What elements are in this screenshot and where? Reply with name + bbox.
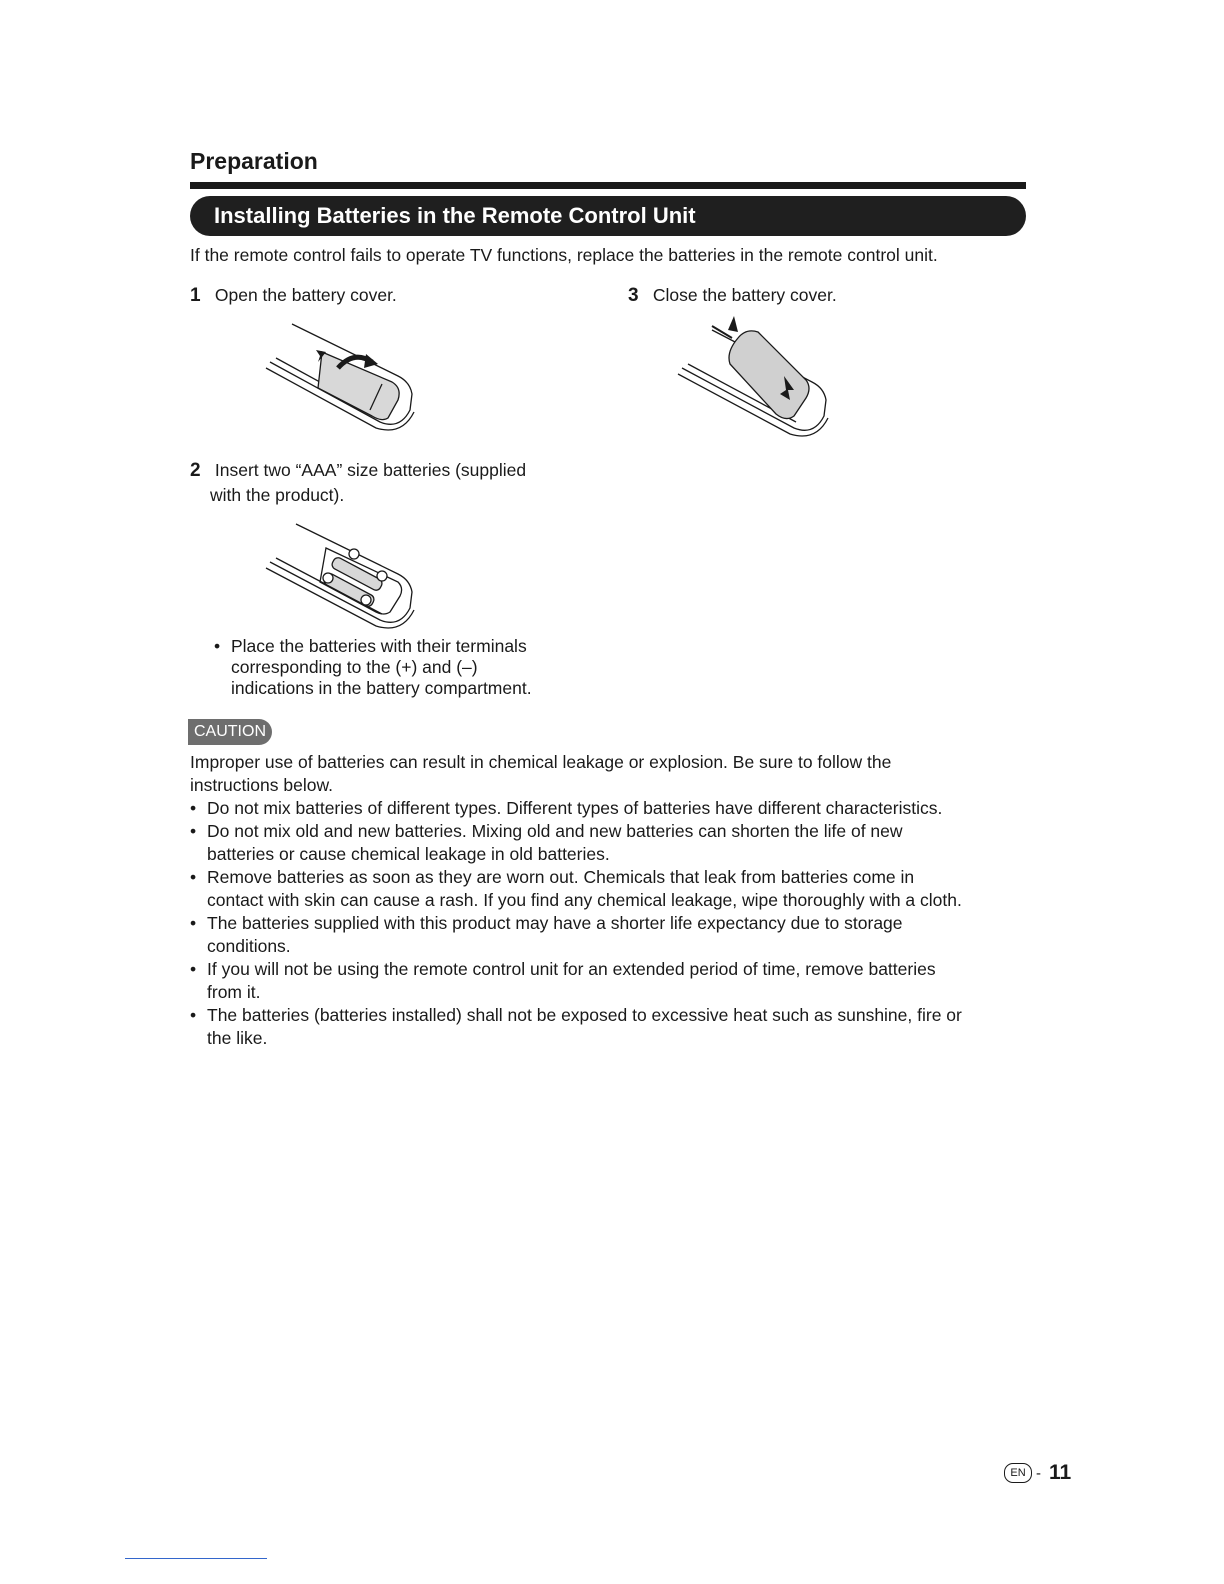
step-number: 2 bbox=[190, 460, 201, 481]
item-line: from it. bbox=[207, 982, 261, 1002]
bottom-divider bbox=[125, 1558, 267, 1559]
step-text-line2: with the product). bbox=[210, 485, 345, 505]
bullet-dot: • bbox=[190, 867, 197, 887]
item-line: batteries or cause chemical leakage in old batteries. bbox=[207, 844, 610, 864]
bullet-dot: • bbox=[214, 636, 221, 656]
page-number: 11 bbox=[1049, 1461, 1072, 1484]
note-line: indications in the battery compartment. bbox=[231, 678, 532, 698]
list-item bbox=[190, 1004, 1050, 1050]
remote-insert-batteries-icon bbox=[262, 520, 422, 630]
intro-text: If the remote control fails to operate TV functions, replace the batteries in the remote control unit. bbox=[190, 245, 938, 265]
battery-placement-note bbox=[214, 636, 584, 699]
item-line: If you will not be using the remote control unit for an extended period of time, remove batteries bbox=[207, 959, 936, 979]
caution-intro bbox=[190, 751, 1030, 797]
note-line: Place the batteries with their terminals bbox=[231, 636, 527, 656]
bullet-dot: • bbox=[190, 798, 197, 818]
bullet-dot: • bbox=[190, 959, 197, 979]
list-item bbox=[190, 958, 1050, 1004]
step-1 bbox=[190, 283, 397, 308]
banner-title: Installing Batteries in the Remote Control Unit bbox=[190, 196, 1026, 236]
step-number: 1 bbox=[190, 285, 201, 306]
caution-badge: CAUTION bbox=[188, 719, 272, 745]
item-line: the like. bbox=[207, 1028, 268, 1048]
bullet-dot: • bbox=[190, 913, 197, 933]
step-text-line1: Insert two “AAA” size batteries (supplied bbox=[214, 460, 527, 480]
step-2 bbox=[190, 458, 590, 507]
caution-intro-line: instructions below. bbox=[190, 775, 333, 795]
item-line: The batteries supplied with this product may have a shorter life expectancy due to storage bbox=[207, 913, 903, 933]
list-item bbox=[190, 912, 1050, 958]
step-text: Open the battery cover. bbox=[214, 285, 397, 305]
item-line: conditions. bbox=[207, 936, 291, 956]
item-line: The batteries (batteries installed) shall not be exposed to excessive heat such as sunshine, fire or bbox=[207, 1005, 962, 1025]
item-line: Do not mix batteries of different types. Different types of batteries have different characteristics. bbox=[207, 798, 943, 818]
step-text: Close the battery cover. bbox=[652, 285, 837, 305]
section-rule bbox=[190, 182, 1026, 189]
remote-close-cover-icon bbox=[676, 316, 836, 438]
bullet-dot: • bbox=[190, 821, 197, 841]
remote-open-cover-icon bbox=[262, 322, 422, 432]
step-3 bbox=[628, 283, 837, 308]
step-number: 3 bbox=[628, 285, 639, 306]
item-line: Do not mix old and new batteries. Mixing old and new batteries can shorten the life of new bbox=[207, 821, 903, 841]
language-badge: EN bbox=[1004, 1463, 1032, 1483]
page-footer bbox=[1004, 1461, 1071, 1485]
footer-separator: - bbox=[1036, 1464, 1041, 1482]
item-line: Remove batteries as soon as they are worn out. Chemicals that leak from batteries come in bbox=[207, 867, 915, 887]
caution-intro-line: Improper use of batteries can result in chemical leakage or explosion. Be sure to follow the bbox=[190, 752, 892, 772]
list-item bbox=[190, 866, 1050, 912]
item-line: contact with skin can cause a rash. If you find any chemical leakage, wipe thoroughly with a cloth. bbox=[207, 890, 962, 910]
caution-list bbox=[190, 797, 1050, 1050]
list-item bbox=[190, 820, 1050, 866]
list-item bbox=[190, 797, 1050, 820]
note-line: corresponding to the (+) and (–) bbox=[231, 657, 478, 677]
section-title: Preparation bbox=[190, 148, 318, 174]
bullet-dot: • bbox=[190, 1005, 197, 1025]
